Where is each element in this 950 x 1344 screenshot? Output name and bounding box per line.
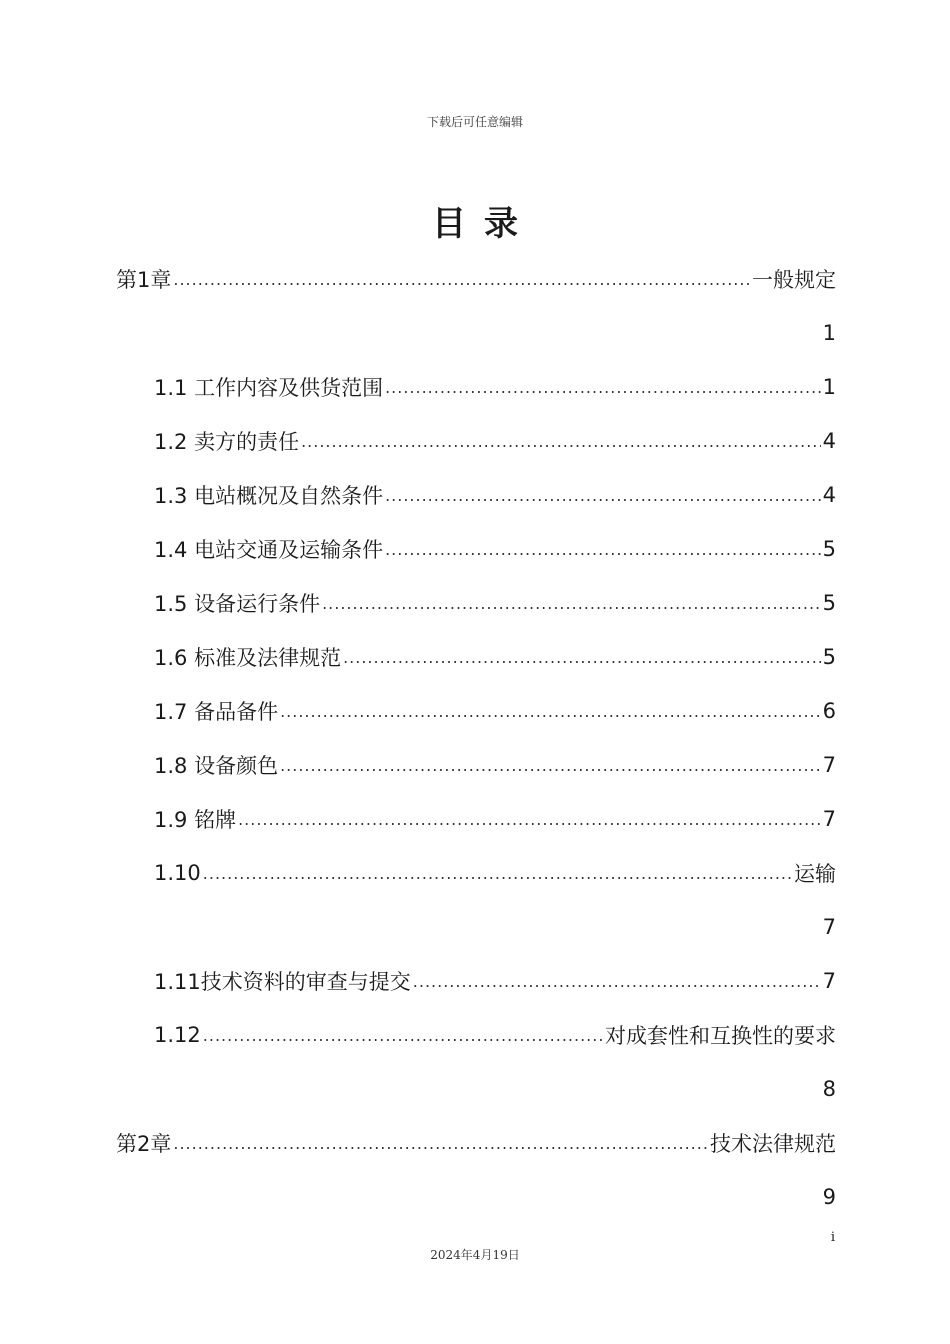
toc-entry-label: 1.3 电站概况及自然条件	[154, 484, 384, 508]
toc-entry-page: 6	[822, 699, 836, 723]
toc-entry-label: 1.10	[154, 861, 201, 885]
toc-entry-page: 4	[822, 429, 836, 453]
dot-leader	[280, 702, 821, 724]
dot-leader	[385, 378, 821, 400]
dot-leader	[301, 432, 821, 454]
toc-entry-1-4[interactable]	[116, 522, 836, 576]
dot-leader	[203, 864, 792, 886]
toc-entry-page: 7	[822, 915, 836, 939]
toc-entry-label: 1.5 设备运行条件	[154, 592, 321, 616]
toc-entry-page: 技术法律规范	[710, 1132, 836, 1156]
table-of-contents	[116, 252, 836, 1224]
dot-leader	[413, 972, 821, 994]
toc-entry-page: 对成套性和互换性的要求	[605, 1024, 836, 1048]
toc-entry-page: 8	[822, 1077, 836, 1101]
toc-entry-1-11[interactable]	[116, 954, 836, 1008]
toc-entry-page: 5	[822, 645, 836, 669]
dot-leader	[203, 1026, 603, 1048]
toc-entry-1-7[interactable]	[116, 684, 836, 738]
toc-entry-continuation	[116, 900, 836, 954]
toc-entry-page: 运输	[794, 862, 836, 886]
dot-leader	[173, 270, 750, 292]
page-number: i	[830, 1230, 835, 1245]
dot-leader	[343, 648, 821, 670]
toc-entry-page: 7	[822, 753, 836, 777]
toc-entry-chapter-1[interactable]	[116, 252, 836, 306]
toc-entry-page: 一般规定	[752, 268, 836, 292]
dot-leader	[280, 756, 821, 778]
toc-entry-label: 第2章	[116, 1132, 172, 1156]
footer-date: 2024年4月19日	[430, 1248, 520, 1262]
toc-entry-page: 7	[822, 807, 836, 831]
toc-entry-page: 1	[822, 375, 836, 399]
toc-entry-label: 1.11技术资料的审查与提交	[154, 970, 411, 994]
header-note: 下载后可任意编辑	[426, 115, 523, 129]
toc-entry-1-5[interactable]	[116, 576, 836, 630]
toc-entry-page: 1	[822, 321, 836, 345]
toc-entry-1-9[interactable]	[116, 792, 836, 846]
toc-entry-page: 5	[822, 591, 836, 615]
dot-leader	[238, 810, 821, 832]
toc-entry-page: 5	[822, 537, 836, 561]
toc-entry-page: 7	[822, 969, 836, 993]
toc-entry-label: 1.4 电站交通及运输条件	[154, 538, 384, 562]
toc-entry-1-3[interactable]	[116, 468, 836, 522]
toc-entry-chapter-2[interactable]	[116, 1116, 836, 1170]
toc-entry-1-8[interactable]	[116, 738, 836, 792]
dot-leader	[385, 486, 821, 508]
toc-entry-label: 1.7 备品备件	[154, 700, 279, 724]
toc-entry-label: 1.9 铭牌	[154, 808, 237, 832]
toc-entry-label: 1.8 设备颜色	[154, 754, 279, 778]
toc-entry-1-2[interactable]	[116, 414, 836, 468]
toc-entry-1-1[interactable]	[116, 360, 836, 414]
toc-entry-1-6[interactable]	[116, 630, 836, 684]
toc-title: 目录	[432, 204, 536, 244]
toc-entry-continuation	[116, 1170, 836, 1224]
toc-entry-continuation	[116, 1062, 836, 1116]
toc-entry-page: 4	[822, 483, 836, 507]
dot-leader	[173, 1134, 708, 1156]
toc-entry-label: 第1章	[116, 268, 172, 292]
toc-entry-label: 1.6 标准及法律规范	[154, 646, 342, 670]
toc-entry-page: 9	[822, 1185, 836, 1209]
toc-entry-label: 1.2 卖方的责任	[154, 430, 300, 454]
toc-entry-label: 1.1 工作内容及供货范围	[154, 376, 384, 400]
dot-leader	[385, 540, 821, 562]
toc-entry-1-12[interactable]	[116, 1008, 836, 1062]
toc-entry-continuation	[116, 306, 836, 360]
dot-leader	[322, 594, 821, 616]
toc-entry-label: 1.12	[154, 1023, 201, 1047]
toc-entry-1-10[interactable]	[116, 846, 836, 900]
